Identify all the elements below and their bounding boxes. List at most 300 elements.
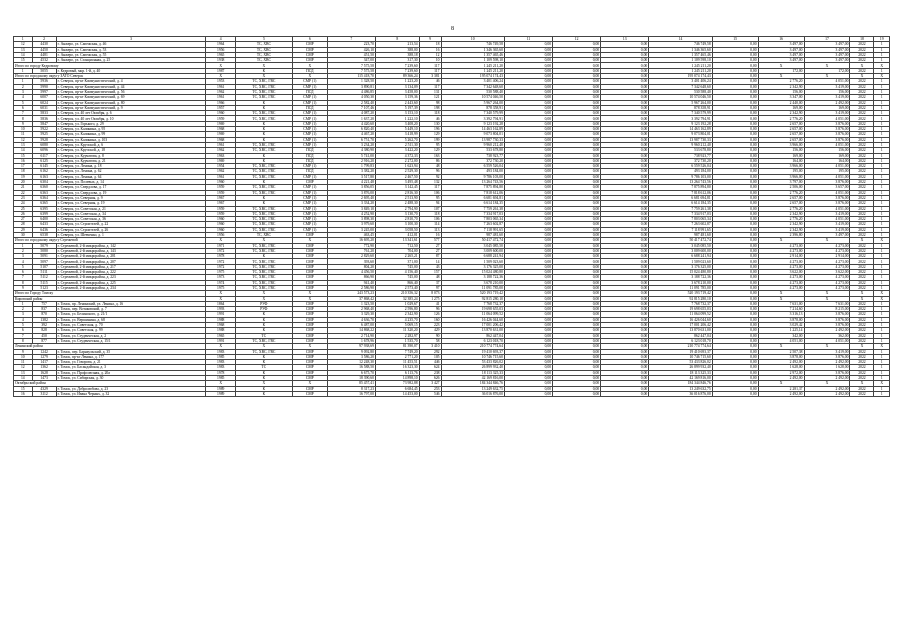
table-cell: 1 245 211,20 (649, 63, 712, 68)
table-cell: 6400 (32, 217, 56, 222)
table-cell: 0,00 (504, 137, 552, 142)
table-cell: 0,00 (504, 232, 552, 237)
table-cell: 2 972,00 (758, 370, 804, 375)
table-cell: 0,00 (553, 227, 601, 232)
table-cell: 1 (874, 169, 890, 174)
column-number: 7 (327, 37, 375, 42)
table-cell: 6 123 018,70 (441, 338, 504, 343)
table-cell: 114 (419, 222, 441, 227)
table-cell: 1 (874, 211, 890, 216)
table-cell: 117 (419, 68, 441, 73)
table-cell: 0,00 (601, 217, 649, 222)
table-cell: 1 (874, 42, 890, 47)
table-cell: 4481 (32, 52, 56, 57)
address-cell: г. Северск, ул. Свердлова, д. 19 (56, 190, 206, 195)
table-cell: СМР (1) (292, 217, 327, 222)
table-cell: 6 113,76 (375, 370, 419, 375)
address-cell: г. Стрежевой, 2-й микрорайон, д. 143 (56, 248, 206, 253)
table-cell: 0,00 (601, 307, 649, 312)
table-cell: 6 (14, 328, 33, 333)
table-cell: 0,00 (712, 63, 758, 68)
table-cell: 2 596,80 (375, 307, 419, 312)
table-cell: 3 134,09 (375, 84, 419, 89)
table-cell: 0,00 (504, 354, 552, 359)
table-cell: 0,00 (553, 63, 601, 68)
table-cell: 3 419,00 (804, 84, 850, 89)
table-cell: 493 184,00 (649, 169, 712, 174)
table-cell: 0,00 (712, 185, 758, 190)
table-cell: 1989 (206, 386, 236, 391)
table-cell: 3 100,30 (375, 222, 419, 227)
table-cell: 0,00 (553, 132, 601, 137)
table-cell: 164,00 (804, 158, 850, 163)
table-cell: 0,00 (553, 301, 601, 306)
table-cell: 0,00 (712, 74, 758, 79)
table-cell: 0,00 (601, 248, 649, 253)
table-cell: 11 064 099,52 (649, 312, 712, 317)
table-cell: СМР (292, 52, 327, 57)
table-cell: 4 420,60 (327, 121, 375, 126)
table-cell: 624 (419, 365, 441, 370)
table-cell: 0,00 (504, 243, 552, 248)
address-cell: г. Томск, пр-кт Ленина, д. 177 (56, 354, 206, 359)
table-cell: 10 574 046,50 (441, 95, 504, 100)
table-cell: СМР (1) (292, 227, 327, 232)
table-cell: 0,00 (553, 174, 601, 179)
table-cell: 0,00 (504, 127, 552, 132)
table-cell: 210 356,32 (375, 291, 419, 296)
table-cell: Х (874, 74, 890, 79)
table-cell: 1 (874, 217, 890, 222)
table-cell: 1 (874, 248, 890, 253)
table-cell: 4 273,00 (804, 264, 850, 269)
table-cell: 0,00 (712, 180, 758, 185)
table-cell: 877 (32, 338, 56, 343)
table-cell: 4 467,20 (327, 132, 375, 137)
table-cell: 1 346 365,60 (441, 47, 504, 52)
table-cell: 6162 (32, 169, 56, 174)
table-cell: 0,00 (601, 349, 649, 354)
table-cell: 0,00 (504, 201, 552, 206)
table-cell: К (235, 391, 292, 396)
table-cell: 3 401 406,24 (441, 79, 504, 84)
table-cell: 6 559 526,04 (441, 164, 504, 169)
table-cell: Х (874, 296, 890, 301)
table-cell: СМР (292, 365, 327, 370)
address-cell: г. Томск, ул. Профсоюзная, д. 20а (56, 370, 206, 375)
table-cell: 3 381 (419, 74, 441, 79)
table-cell: 8 (14, 116, 33, 121)
table-cell: СМР (292, 333, 327, 338)
table-cell: 2 829,60 (327, 254, 375, 259)
table-cell: Х (235, 63, 292, 68)
table-cell: Х (292, 296, 327, 301)
address-cell: г. Стрежевой, 2-й микрорайон, д. 225 (56, 280, 206, 285)
table-cell: Х (804, 74, 850, 79)
table-cell: 0,00 (601, 201, 649, 206)
column-number: 8 (375, 37, 419, 42)
table-cell: 10 (419, 58, 441, 63)
table-cell: 0,00 (553, 248, 601, 253)
table-cell: Х (292, 344, 327, 349)
table-cell: К (235, 195, 292, 200)
table-cell: 16 (14, 391, 33, 396)
table-cell: 7 340 579,99 (441, 111, 504, 116)
table-cell: Х (850, 291, 874, 296)
table-cell: 2 573,40 (375, 285, 419, 290)
table-cell: ТС, ХВС, ГВС (235, 84, 292, 89)
table-cell: Х (235, 74, 292, 79)
table-cell: К (235, 328, 292, 333)
table-cell: 862 447,04 (441, 333, 504, 338)
table-cell: 2 914,00 (758, 254, 804, 259)
table-cell: РУФ (235, 307, 292, 312)
table-cell: 95 (419, 142, 441, 147)
table-cell: 118 (419, 211, 441, 216)
table-cell: 2022 (850, 169, 874, 174)
table-cell: К (235, 254, 292, 259)
table-cell: 0,00 (712, 238, 758, 243)
table-cell: 6031 (32, 105, 56, 110)
table-cell: 1 (874, 174, 890, 179)
table-cell: 0,00 (712, 227, 758, 232)
table-cell: 14 453,00 (375, 391, 419, 396)
table-cell: 7 239,60 (375, 68, 419, 73)
table-cell: 22 (14, 190, 33, 195)
table-cell: 2 443,60 (375, 100, 419, 105)
table-cell: 0,00 (504, 248, 552, 253)
table-cell: 2 492,00 (758, 360, 804, 365)
table-cell: 0,00 (712, 211, 758, 216)
table-cell: 1975 (206, 270, 236, 275)
table-cell: ТС, ХВС (235, 232, 292, 237)
table-cell: 2 492,00 (804, 360, 850, 365)
table-cell: СМР (292, 259, 327, 264)
table-cell: К (235, 370, 292, 375)
table-cell: 2 776,20 (758, 217, 804, 222)
table-cell: 1966 (206, 100, 236, 105)
table-cell: 1988 (206, 328, 236, 333)
table-cell: СМР (1) (292, 206, 327, 211)
table-cell: 1972 (206, 248, 236, 253)
table-cell: 0,00 (553, 296, 601, 301)
table-cell: 5847 (32, 121, 56, 126)
table-cell: 0,00 (553, 180, 601, 185)
table-cell: 7 818 612,06 (441, 190, 504, 195)
table-cell: 746 749,58 (649, 42, 712, 47)
table-cell: 0,00 (601, 333, 649, 338)
table-cell: 195,00 (758, 169, 804, 174)
table-cell: 1 225,14 (758, 328, 804, 333)
table-cell: 3 497,00 (758, 58, 804, 63)
table-cell: Х (804, 381, 850, 386)
table-cell: 0,00 (504, 222, 552, 227)
table-cell: К (235, 68, 292, 73)
table-cell: 3 497,00 (758, 52, 804, 57)
table-cell: 0,00 (553, 264, 601, 269)
table-cell: 5112 (32, 275, 56, 280)
table-cell: СМР (1) (292, 116, 327, 121)
table-cell: 0,00 (601, 190, 649, 195)
table-cell: 2022 (850, 227, 874, 232)
table-cell: 1961 (206, 174, 236, 179)
table-cell: 1 (874, 105, 890, 110)
table-cell: 0,00 (601, 142, 649, 147)
table-cell: 5928 (32, 137, 56, 142)
table-cell: 2 507,38 (758, 349, 804, 354)
table-cell: ТС, ХВС, ГВС (235, 338, 292, 343)
table-cell: ТС, ХВС, ГВС (235, 89, 292, 94)
table-cell: 3 045 085,50 (441, 243, 504, 248)
table-cell: 5079 (32, 243, 56, 248)
table-cell: 1957 (206, 105, 236, 110)
table-cell: 3 392 794,91 (649, 116, 712, 121)
address-cell: г. Северск, пр-кт Коммунистический, д. 4 (56, 79, 206, 84)
table-cell: 3 849,10 (327, 206, 375, 211)
table-cell: 0,00 (601, 42, 649, 47)
table-cell: ТС, ХВС, ГВС (235, 95, 292, 100)
table-cell: 113 (419, 227, 441, 232)
table-cell: 1954 (206, 164, 236, 169)
table-cell: СМР (292, 301, 327, 306)
table-cell: 2022 (850, 333, 874, 338)
table-cell: 2022 (850, 148, 874, 153)
table-cell: 2022 (850, 158, 874, 163)
table-cell: 3 876,00 (327, 190, 375, 195)
table-cell: 1 (14, 79, 33, 84)
table-cell: 5 (14, 100, 33, 105)
table-cell: 1938 (206, 58, 236, 63)
table-cell: 2022 (850, 307, 874, 312)
table-cell: 29 (14, 227, 33, 232)
table-cell: 0,00 (712, 317, 758, 322)
table-cell: 0,00 (504, 174, 552, 179)
table-cell: 19 410 693,37 (441, 349, 504, 354)
table-cell: 13 341,61 (375, 238, 419, 243)
table-cell: 3 419,00 (804, 222, 850, 227)
table-cell: 0,00 (504, 323, 552, 328)
table-cell: ТС, ХВС, ГВС (235, 206, 292, 211)
table-cell: 8 (14, 338, 33, 343)
table-cell: 0,00 (504, 238, 552, 243)
table-cell: ТС, ХВС (235, 42, 292, 47)
table-cell: Х (758, 63, 804, 68)
table-cell: 372 730,20 (649, 158, 712, 163)
table-cell: Х (758, 344, 804, 349)
table-cell: СМР (292, 285, 327, 290)
table-cell: 0,00 (712, 365, 758, 370)
table-cell: СМР (292, 349, 327, 354)
table-cell: 0,00 (504, 360, 552, 365)
table-cell: 746 749,58 (441, 42, 504, 47)
table-cell: 7 342 648,60 (649, 84, 712, 89)
table-cell: 5 967 264,00 (649, 100, 712, 105)
table-cell: 0,00 (712, 79, 758, 84)
table-cell: 2 776,20 (758, 79, 804, 84)
table-cell: 94 (419, 201, 441, 206)
table-cell: 3 979,60 (327, 222, 375, 227)
table-cell: 1 (874, 254, 890, 259)
table-cell: 0,00 (504, 376, 552, 381)
table-cell: 1956 (206, 47, 236, 52)
table-cell: 13 249 632,75 (441, 386, 504, 391)
table-cell: 712,50 (375, 243, 419, 248)
table-cell: ТС, ХВС, ГВС (235, 211, 292, 216)
table-cell: 362,00 (804, 333, 850, 338)
table-cell: 0,00 (504, 142, 552, 147)
table-cell: 2022 (850, 312, 874, 317)
table-cell: 2 586,90 (327, 285, 375, 290)
table-cell: 6433 (32, 222, 56, 227)
table-cell: 745,00 (375, 264, 419, 269)
table-cell: 0,00 (553, 360, 601, 365)
table-cell: 0,00 (504, 169, 552, 174)
table-cell: Х (850, 63, 874, 68)
table-cell: 1 (874, 185, 890, 190)
table-cell: 1987 (206, 68, 236, 73)
table-cell: 16 426 044,60 (441, 317, 504, 322)
table-cell: 0,00 (712, 344, 758, 349)
table-cell: ПСД (292, 105, 327, 110)
table-cell: 8 (14, 280, 33, 285)
table-cell: 7 239,60 (375, 63, 419, 68)
table-cell: 17 001 206,42 (649, 323, 712, 328)
table-cell: 3 497,00 (804, 52, 850, 57)
table-cell: 0,00 (712, 376, 758, 381)
table-cell: 4 (14, 317, 33, 322)
table-cell: 3 188 722,36 (441, 275, 504, 280)
table-cell: 0,00 (601, 323, 649, 328)
table-cell: 4 273,00 (758, 243, 804, 248)
table-cell: 1 (874, 58, 890, 63)
table-cell: Х (804, 344, 850, 349)
table-cell: К (235, 121, 292, 126)
table-cell: 3 495,48 (375, 180, 419, 185)
table-cell: 1 (874, 180, 890, 185)
table-cell: 15 024 480,80 (441, 270, 504, 275)
table-cell: 8 317,23 (327, 386, 375, 391)
table-cell: 2022 (850, 338, 874, 343)
table-cell: 0,00 (601, 344, 649, 349)
table-cell: СМР (292, 47, 327, 52)
table-cell: 13 987 730,33 (649, 137, 712, 142)
table-cell: 1960 (206, 222, 236, 227)
table-cell: 1 (874, 386, 890, 391)
table-cell: 0,00 (504, 264, 552, 269)
table-cell: 4450 (32, 47, 56, 52)
table-cell: 0,00 (504, 333, 552, 338)
table-cell: 6 675,70 (327, 370, 375, 375)
table-cell: 0,00 (553, 137, 601, 142)
table-cell: 1 637,20 (327, 116, 375, 121)
table-cell: 7 (14, 333, 33, 338)
table-cell: 12 (14, 137, 33, 142)
table-cell: 16 695,20 (327, 238, 375, 243)
table-cell: 4 156,40 (375, 270, 419, 275)
table-cell: 4329 (32, 386, 56, 391)
table-cell: СМР (1) (292, 195, 327, 200)
table-cell: 5 262,70 (375, 137, 419, 142)
table-cell: 0,00 (712, 285, 758, 290)
table-cell: 11 453,51 (375, 360, 419, 365)
table-cell: 6125 (32, 158, 56, 163)
table-cell: 18 113 325,33 (649, 370, 712, 375)
table-cell: СМР (1) (292, 185, 327, 190)
table-cell: 1 (874, 243, 890, 248)
table-cell: 106 (419, 217, 441, 222)
table-cell: СМР (1) (292, 132, 327, 137)
table-cell: 2022 (850, 391, 874, 396)
table-cell: 6395 (32, 206, 56, 211)
table-cell: 24 (14, 201, 33, 206)
table-cell: 0,00 (553, 280, 601, 285)
table-cell: 2 272,00 (375, 158, 419, 163)
table-cell: 0,00 (712, 164, 758, 169)
table-cell: 210 774 774,64 (441, 344, 504, 349)
address-cell: г. Стрежевой, 2-й микрорайон, д. 223 (56, 275, 206, 280)
table-cell: 18 390,60 (327, 376, 375, 381)
table-cell: ТС, ХВС, ГВС (235, 285, 292, 290)
table-cell: 1956 (206, 232, 236, 237)
table-cell: 1 (14, 243, 33, 248)
table-cell: 429 (419, 328, 441, 333)
table-cell: 0,00 (601, 280, 649, 285)
address-cell: г. Северск, ул. Курчатова, д. 8 (56, 153, 206, 158)
table-cell: 0,00 (553, 206, 601, 211)
table-cell: 4 273,00 (758, 285, 804, 290)
table-cell: Х (292, 74, 327, 79)
table-cell: 169,00 (804, 153, 850, 158)
table-cell: 0,00 (712, 100, 758, 105)
table-cell: 3 876,00 (804, 317, 850, 322)
table-cell: 3 856,05 (327, 185, 375, 190)
table-cell: 1991 (206, 338, 236, 343)
table-cell: 0,00 (712, 84, 758, 89)
table-cell: 0,00 (712, 89, 758, 94)
table-cell: 1978 (206, 370, 236, 375)
table-cell: 2022 (850, 201, 874, 206)
table-cell: 3 159,36 (375, 95, 419, 100)
table-cell: 17 (14, 164, 33, 169)
table-cell: 37 (419, 280, 441, 285)
table-cell: 118 (419, 111, 441, 116)
address-cell: г. Северск, ул. Калинина, д. 103 (56, 137, 206, 142)
table-cell: 0,00 (553, 365, 601, 370)
table-cell: Х (292, 63, 327, 68)
table-cell: 2022 (850, 328, 874, 333)
table-cell: ТС, ХВС, ГВС (235, 349, 292, 354)
table-cell: СМР (1) (292, 201, 327, 206)
table-cell: 7 107,46 (327, 105, 375, 110)
table-cell: Х (804, 63, 850, 68)
table-cell: 1960 (206, 217, 236, 222)
table-cell: СМР (292, 323, 327, 328)
table-cell: 1 (874, 195, 890, 200)
table-cell: СМР (292, 58, 327, 63)
table-cell: 223,70 (327, 42, 375, 47)
table-cell: 0,00 (601, 100, 649, 105)
table-cell: Х (206, 238, 236, 243)
column-number: 19 (874, 37, 890, 42)
column-number: 16 (758, 37, 804, 42)
table-cell: 6 751,70 (327, 137, 375, 142)
table-cell: 1 (874, 89, 890, 94)
table-cell: 3 876,00 (804, 137, 850, 142)
table-cell: 7 875 894,80 (441, 185, 504, 190)
table-cell: Х (206, 74, 236, 79)
table-cell: 12 (14, 365, 33, 370)
table-cell: 745,00 (375, 275, 419, 280)
